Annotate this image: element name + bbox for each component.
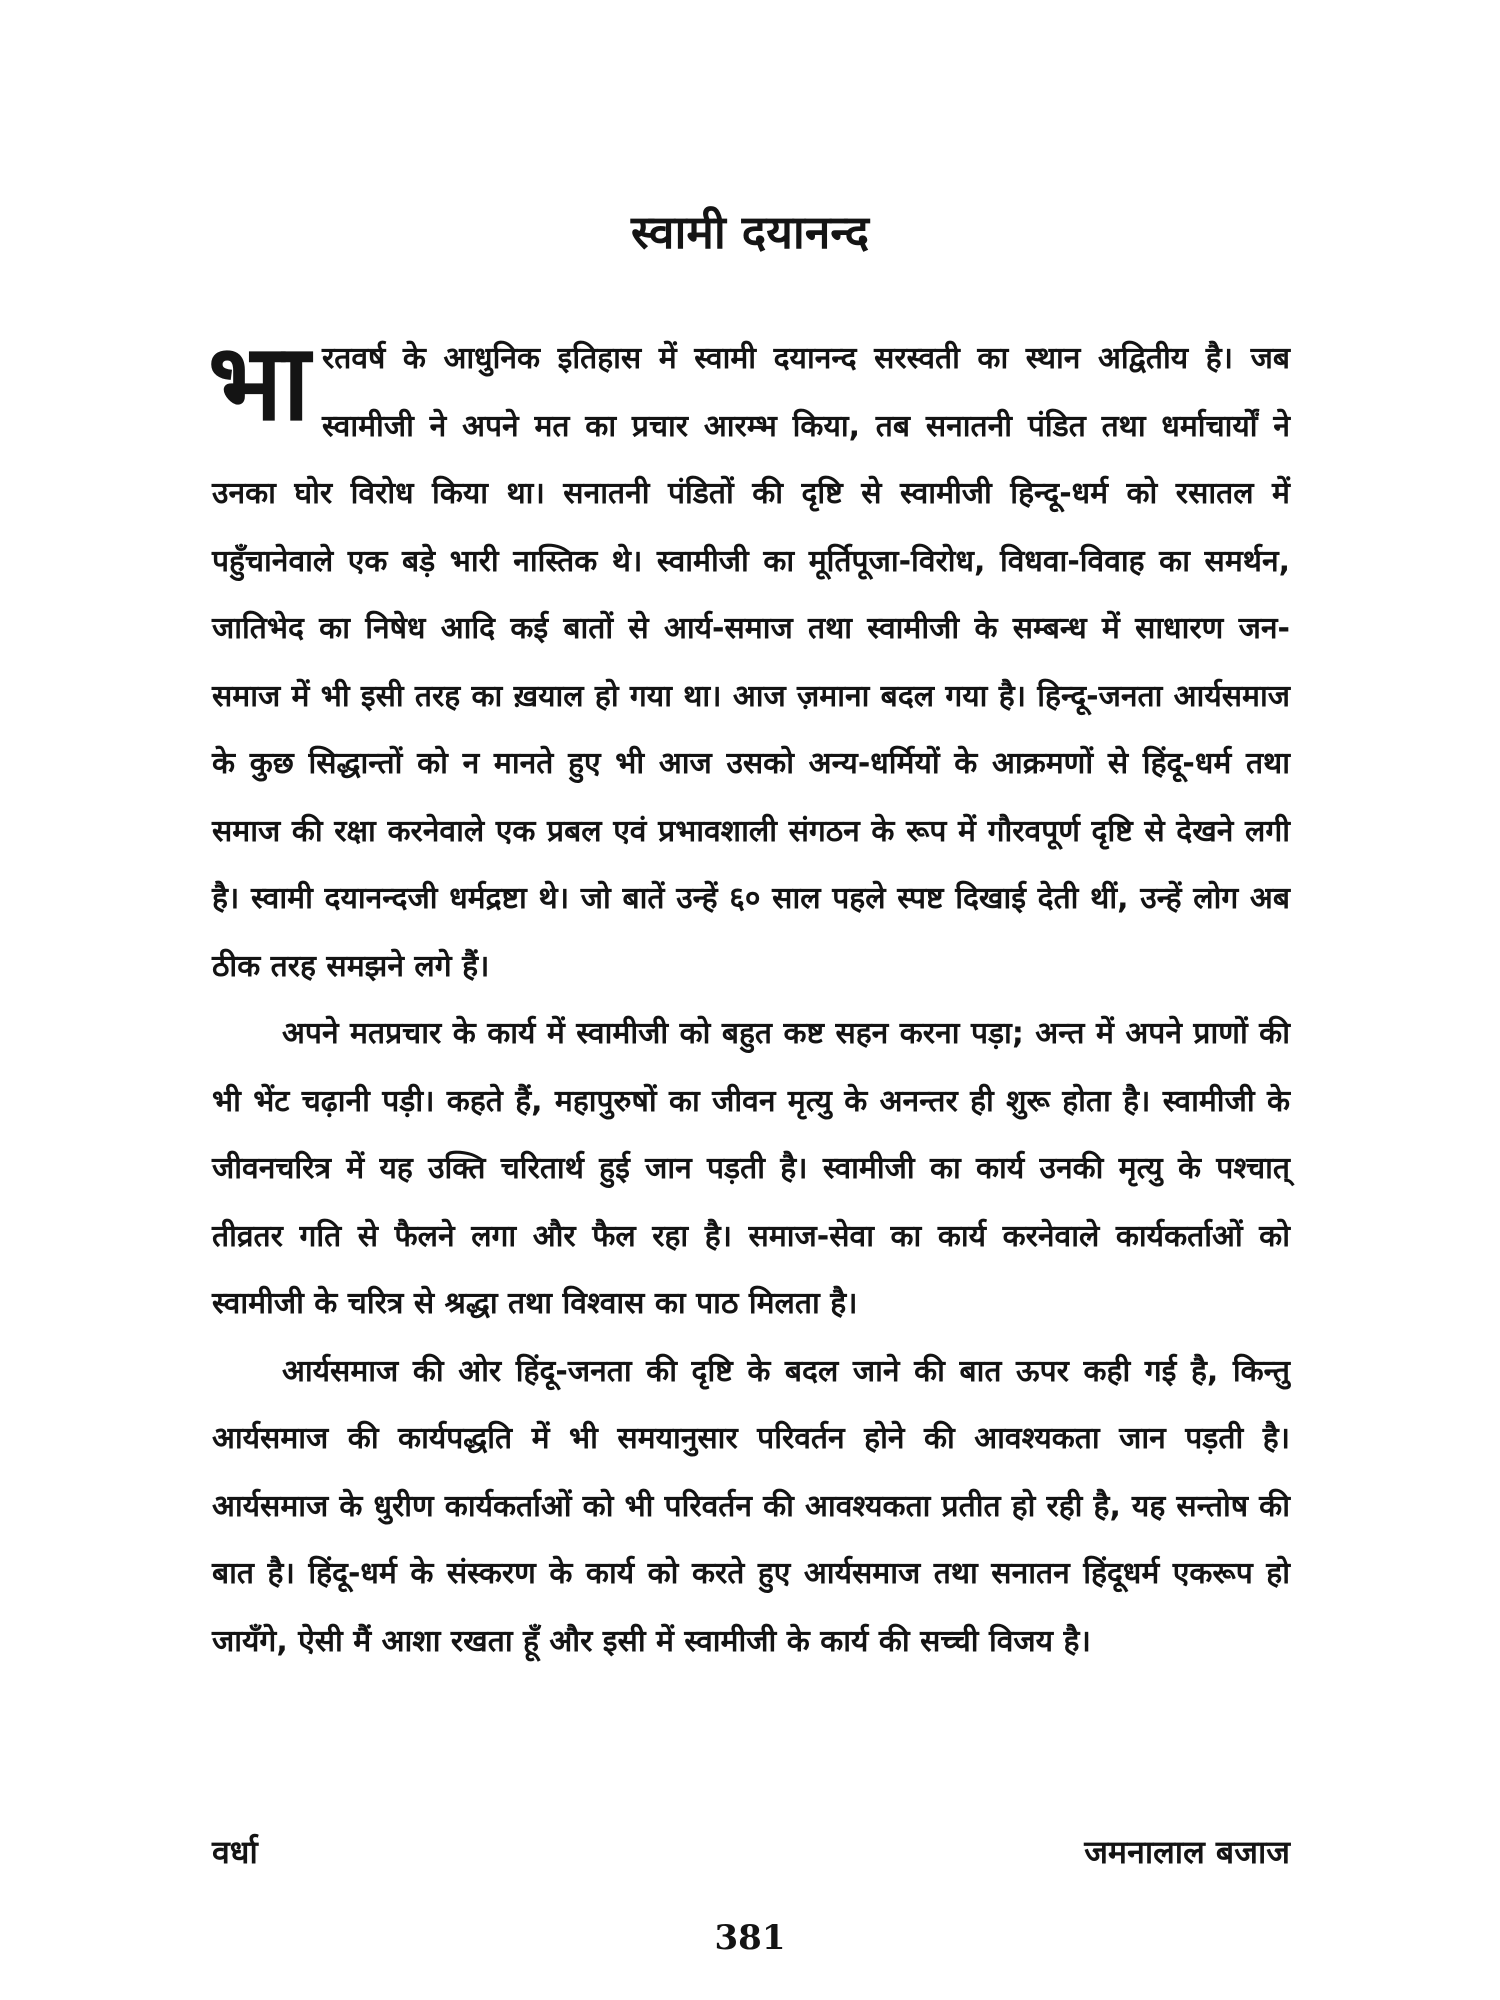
essay-body	[208, 321, 1290, 1675]
paragraph-1-text: रतवर्ष के आधुनिक इतिहास में स्वामी दयानन्द सरस्वती का स्थान अद्वितीय है। जब स्वामीजी ने अपने मत का प्रचार आरम्भ किया, तब सनातनी पंडित तथा धर्माचार्यों ने उनका घोर विरोध किया था। सनातनी पंडितों की दृष्टि से स्वामीजी हिन्दू-धर्म को रसातल में पहुँचानेवाले एक बड़े भारी नास्तिक थे। स्वामीजी का मूर्तिपूजा-विरोध, विधवा-विवाह का समर्थन, जातिभेद का निषेध आदि कई बातों से आर्य-समाज तथा स्वामीजी के सम्बन्ध में साधारण जन-समाज में भी इसी तरह का ख़याल हो गया था। आज ज़माना बदल गया है। हिन्दू-जनता आर्यसमाज के कुछ सिद्धान्तों को न मानते हुए भी आज उसको अन्य-धर्मियों के आक्रमणों से हिंदू-धर्म तथा समाज की रक्षा करनेवाले एक प्रबल एवं प्रभावशाली संगठन के रूप में गौरवपूर्ण दृष्टि से देखने लगी है। स्वामी दयानन्दजी धर्मद्रष्टा थे। जो बातें उन्हें ६० साल पहले स्पष्ट दिखाई देती थीं, उन्हें लोग अब ठीक तरह समझने लगे हैं।	[212, 341, 1290, 984]
paragraph-2: अपने मतप्रचार के कार्य में स्वामीजी को बहुत कष्ट सहन करना पड़ा; अन्त में अपने प्राणों की भी भेंट चढ़ानी पड़ी। कहते हैं, महापुरुषों का जीवन मृत्यु के अनन्तर ही शुरू होता है। स्वामीजी के जीवनचरित्र में यह उक्ति चरितार्थ हुई जान पड़ती है। स्वामीजी का कार्य उनकी मृत्यु के पश्चात् तीव्रतर गति से फैलने लगा और फैल रहा है। समाज-सेवा का कार्य करनेवाले कार्यकर्ताओं को स्वामीजी के चरित्र से श्रद्धा तथा विश्वास का पाठ मिलता है।	[212, 1016, 1290, 1321]
paragraph-3: आर्यसमाज की ओर हिंदू-जनता की दृष्टि के बदल जाने की बात ऊपर कही गई है, किन्तु आर्यसमाज की कार्यपद्धति में भी समयानुसार परिवर्तन होने की आवश्यकता जान पड़ती है। आर्यसमाज के धुरीण कार्यकर्ताओं को भी परिवर्तन की आवश्यकता प्रतीत हो रही है, यह सन्तोष की बात है। हिंदू-धर्म के संस्करण के कार्य को करते हुए आर्यसमाज तथा सनातन हिंदूधर्म एकरूप हो जायँगे, ऐसी मैं आशा रखता हूँ और इसी में स्वामीजी के कार्य की सच्ची विजय है।	[212, 1353, 1290, 1659]
signature-name: जमनालाल बजाज	[1084, 1833, 1290, 1871]
page-title: स्वामी दयानन्द	[630, 205, 869, 259]
signature-place: वर्धा	[212, 1833, 258, 1871]
page-number: 381	[714, 1918, 786, 1958]
drop-cap: भा	[208, 321, 310, 444]
paragraph-1	[208, 321, 1290, 1000]
